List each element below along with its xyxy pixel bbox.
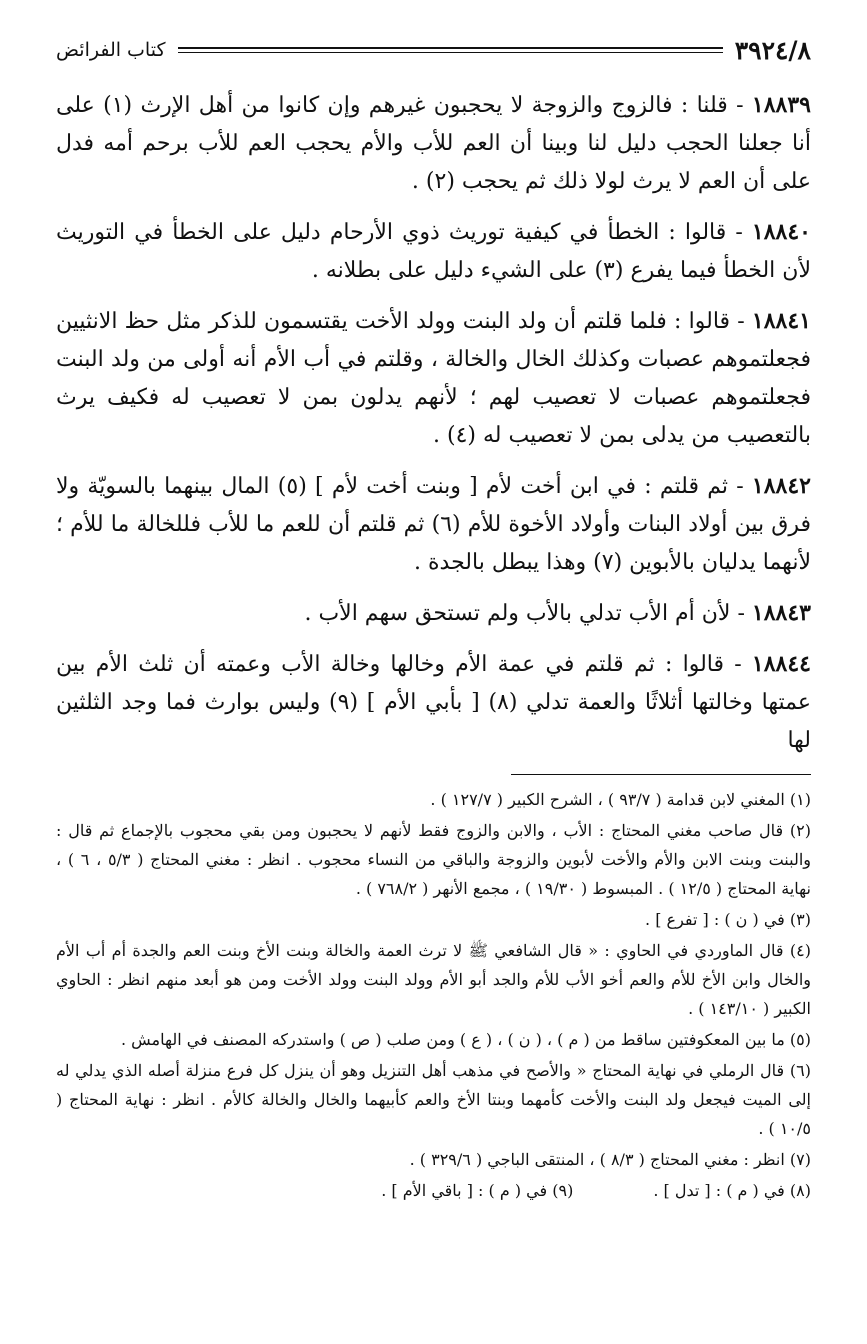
footnote-2: (٢) قال صاحب مغني المحتاج : الأب ، والابن والزوج فقط لأنهم لا يحجبون ومن بقي محجوب بالإجماع ثم قال : والبنت وبنت الابن والأم والأخت لأبوين والزوجة والباقي من النساء محجوب . انظر : مغني المحتاج ( ٥/٣ ، ٦ ) ، نهاية المحتاج ( ١٢/٥ ) . المبسوط ( ١٩/٣٠ ) ، مجمع الأنهر ( ٧٦٨/٢ ) . [56, 821, 812, 898]
paragraph-number: ١٨٨٤٠ [751, 219, 811, 245]
footnote-4: (٤) قال الماوردي في الحاوي : « قال الشافعي ﷺ لا ترث العمة والخالة وبنت الأخ وبنت العم والجدة أم أب الأم والخال وابن الأخ للأم والعم أخو الأب للأم والجد أبو الأم وولد البنت وولد الأخت ومن هو أبعد منهم انظر : الحاوي الكبير ( ١٤٣/١٠ ) . [56, 941, 811, 1018]
paragraph-text: - لأن أم الأب تدلي بالأب ولم تستحق سهم الأب . [304, 601, 752, 626]
paragraph-number: ١٨٨٤٢ [751, 473, 811, 499]
footnote-1: (١) المغني لابن قدامة ( ٩٣/٧ ) ، الشرح الكبير ( ١٢٧/٧ ) . [430, 790, 811, 809]
header-rule [178, 47, 723, 53]
paragraph-number: ١٨٨٣٩ [751, 92, 811, 118]
paragraph-text: - ثم قلتم : في ابن أخت لأم [ وبنت أخت لأم ] (٥) المال بينهما بالسويّة ولا فرق بين أولاد البنات وأولاد الأخوة للأم (٦) ثم قلتم أن للعم ما للأب فللخالة ما للأم ؛ لأنهما يدليان بالأبوين (٧) وهذا يبطل بالجدة . [56, 474, 811, 575]
paragraph-text: - قالوا : الخطأ في كيفية توريث ذوي الأرحام دليل على الخطأ في التوريث لأن الخطأ فيما يفرع (٣) على الشيء دليل على بطلانه . [56, 220, 811, 283]
paragraph-number: ١٨٨٤٣ [751, 600, 811, 626]
footnote-5: (٥) ما بين المعكوفتين ساقط من ( م ) ، ( ن ) ، ( ع ) ومن صلب ( ص ) واستدركه المصنف في الهامش . [120, 1030, 811, 1049]
footnote-3: (٣) في ( ن ) : [ تفرع ] . [645, 910, 811, 929]
footnote-9: (٩) في ( م ) : [ باقي الأم ] . [381, 1181, 574, 1200]
footnote-8: (٨) في ( م ) : [ تدل ] . [653, 1181, 811, 1200]
paragraph-text: - قالوا : فلما قلتم أن ولد البنت وولد الأخت يقتسمون للذكر مثل حظ الانثيين فجعلتموهم عصبات وكذلك الخال والخالة ، وقلتم في أب الأم أنه أولى من ولد البنت فجعلتموهم عصبات لا تعصيب لهم ؛ لأنهم يدلون بمن لا تعصيب له فكيف يرث بالتعصيب من يدلى بمن لا تعصيب له (٤) . [56, 309, 811, 448]
paragraph-text: - قالوا : ثم قلتم في عمة الأم وخالها وخالة الأب وعمته أن ثلث الأم بين عمتها وخالتها أثلاثًا والعمة تدلي (٨) [ بأبي الأم ] (٩) وليس بوارث فما وجد الثلثين لها [56, 652, 811, 753]
paragraph-18844 [56, 645, 811, 760]
footnote-6: (٦) قال الرملي في نهاية المحتاج « والأصح في مذهب أهل التنزيل وهو أن ينزل كل فرع منزلة أصله الذي يدلي له إلى الميت فيجعل ولد البنت والأخت كأمهما وبنتا الأخ والعم كأبيهما والخال والخالة كالأم . انظر : نهاية المحتاج ( ١٠/٥ ) . [56, 1061, 811, 1138]
paragraph-18843 [56, 594, 811, 633]
paragraph-text: - قلنا : فالزوج والزوجة لا يحجبون غيرهم وإن كانوا من أهل الإرث (١) على أنا جعلنا الحجب دليل لنا وبينا أن العم للأب والأم يحجب العم للأب برحم أمه فدل على أن العم لا يرث لولا ذلك ثم يحجب (٢) . [56, 93, 811, 194]
paragraph-18840 [56, 213, 811, 290]
paragraph-number: ١٨٨٤١ [751, 308, 811, 334]
main-text [56, 86, 811, 760]
paragraph-number: ١٨٨٤٤ [751, 651, 811, 677]
paragraph-18839 [56, 86, 811, 201]
page-number: ٣٩٢٤/٨ [734, 35, 811, 65]
footnotes [56, 785, 811, 1205]
footnote-7: (٧) انظر : مغني المحتاج ( ٨/٣ ) ، المنتقى الباجي ( ٣٢٩/٦ ) . [409, 1150, 811, 1169]
paragraph-18841 [56, 302, 811, 455]
footnote-separator [511, 774, 811, 775]
paragraph-18842 [56, 467, 811, 582]
page-header [56, 30, 811, 70]
footnote-row-8-9 [56, 1176, 811, 1205]
book-title: كتاب الفرائض [56, 39, 166, 61]
